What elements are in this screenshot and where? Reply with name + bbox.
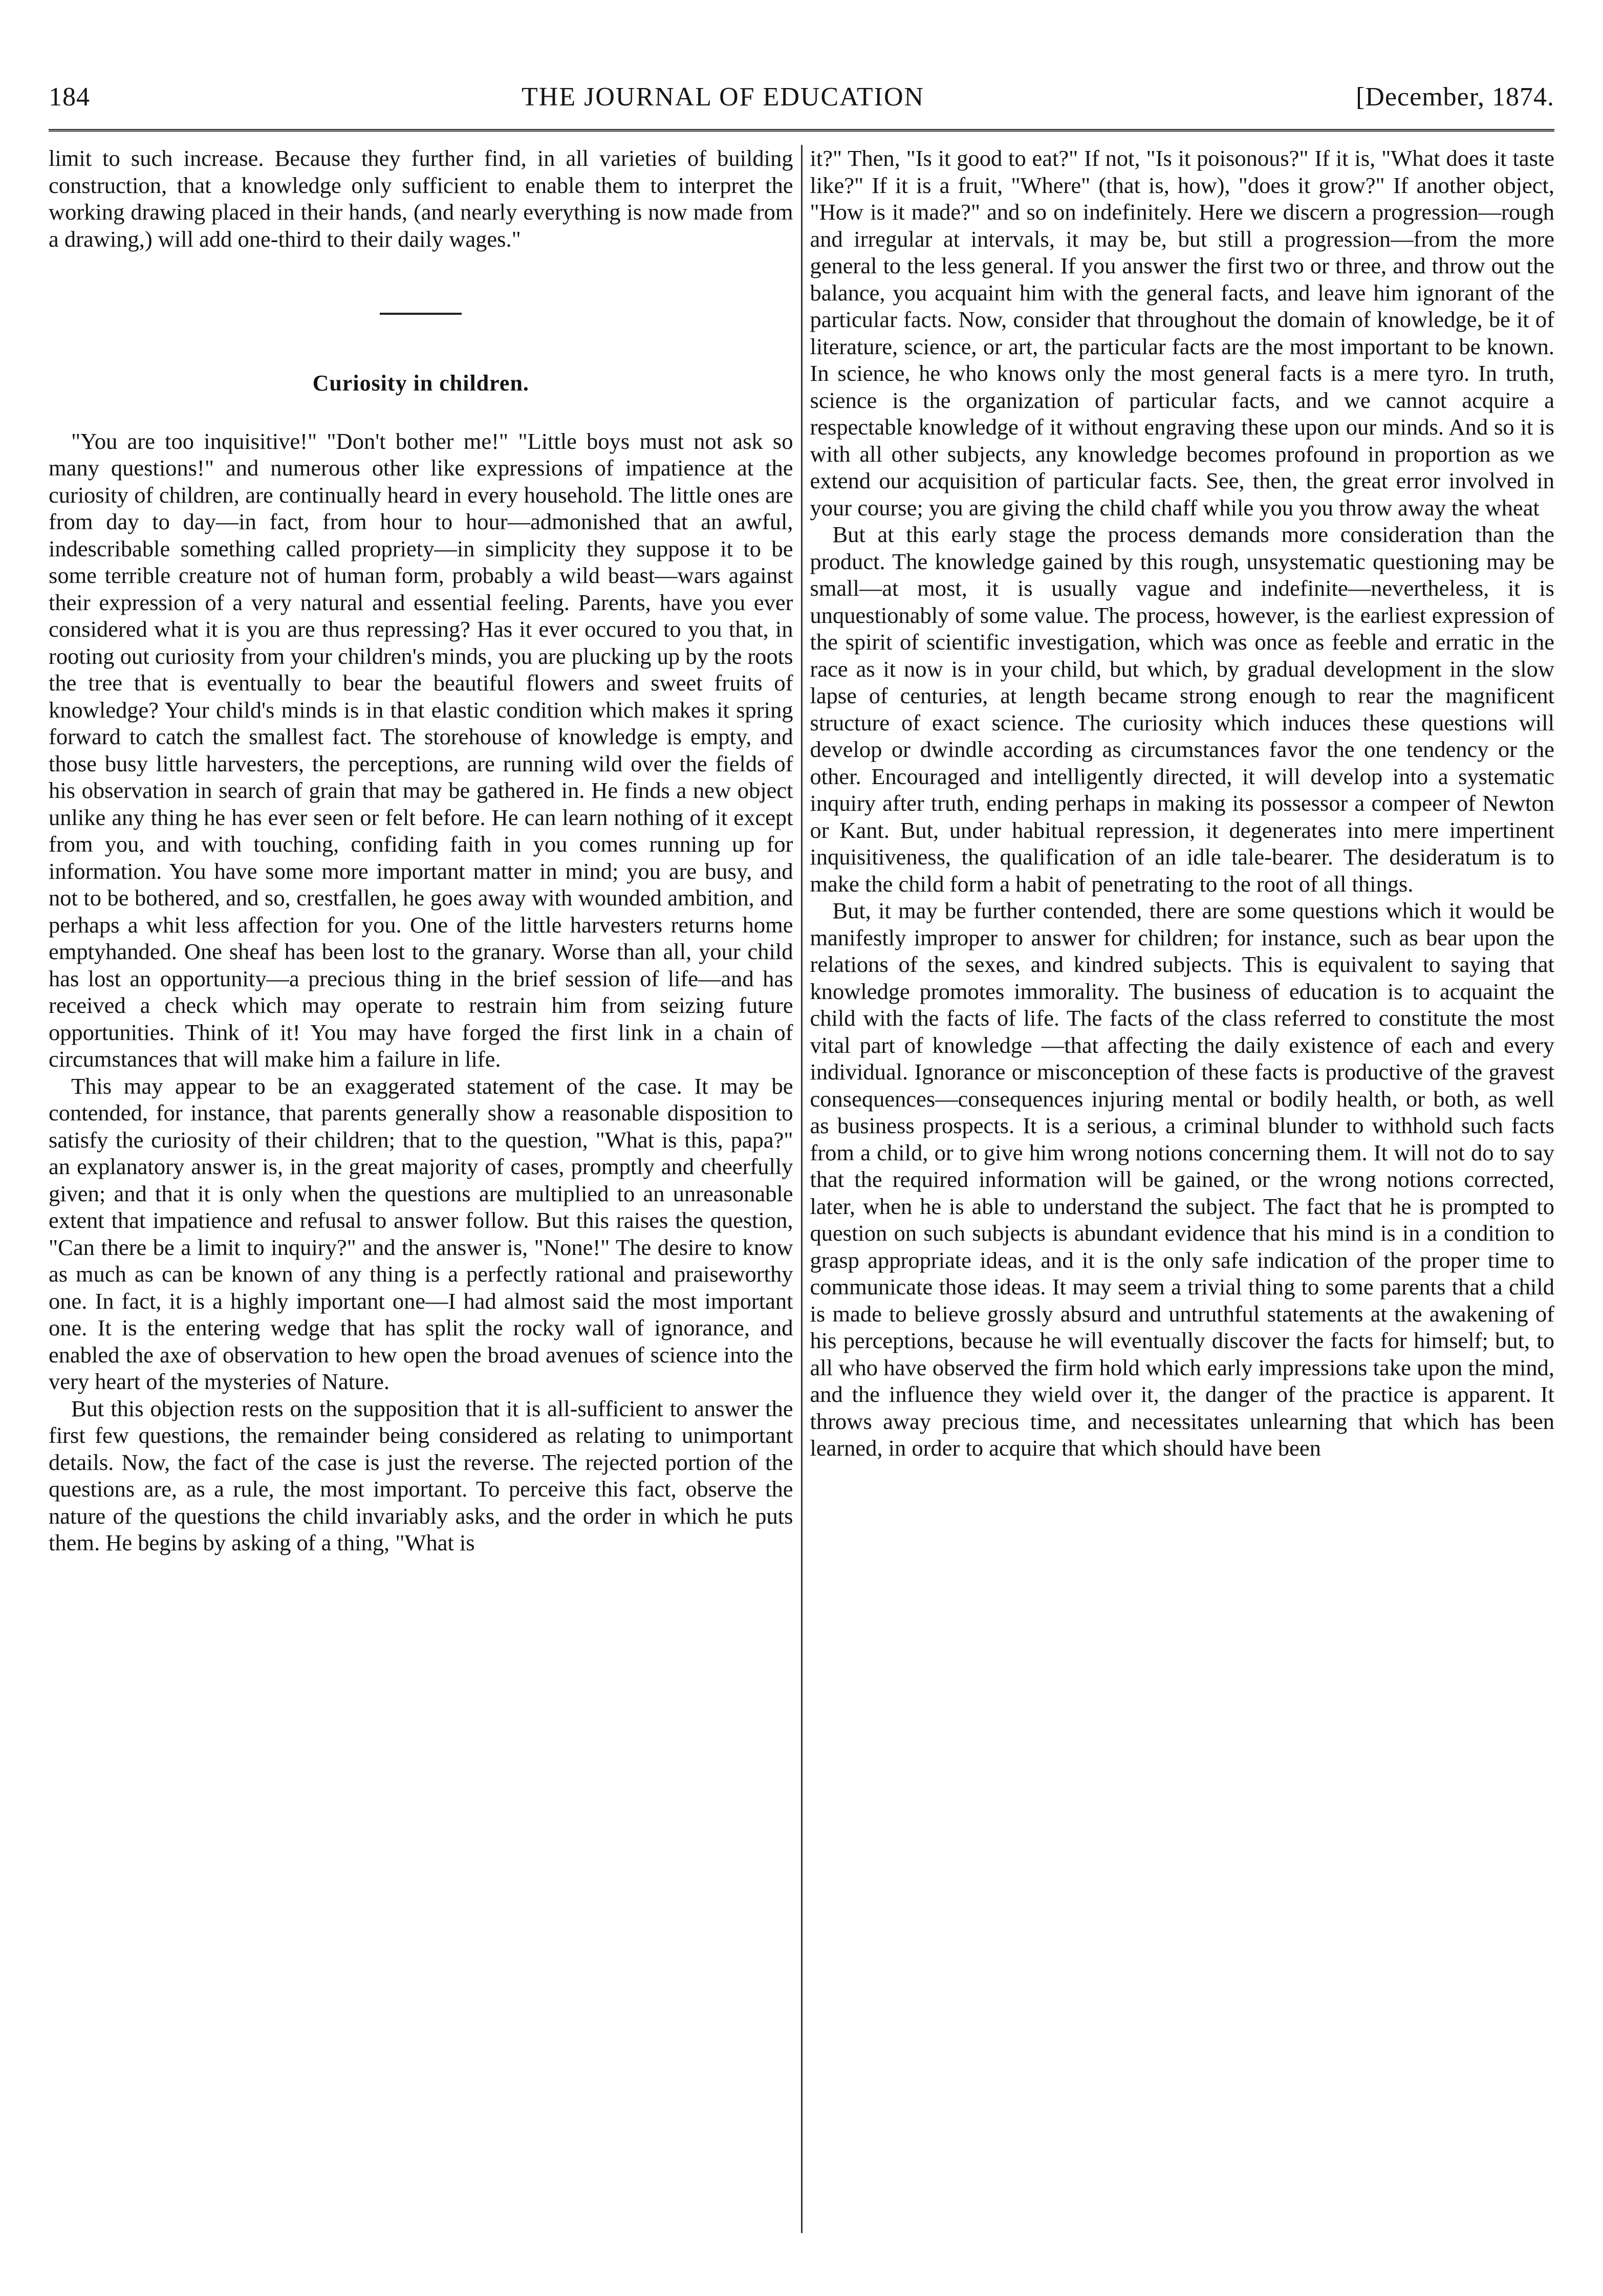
article-paragraph: But, it may be further contended, there are some questions which it would be manifestly improper to answer for children; for instance, such as bear upon the relations of the sexes, and kindred subjects. This is equivalent to saying that knowledge promotes immorality. The business of education is to acquaint the child with the facts of life. The facts of the class referred to constitute the most vital part of knowledge —that affecting the daily existence of each and every individual. Ignorance or misconception of these facts is productive of the gravest consequences—consequences injuring mental or bodily health, or both, as well as business prospects. It is a serious, a criminal blunder to withhold such facts from a child, or to give him wrong notions concerning them. It will not do to say that the required information will be gained, or the wrong notions corrected, later, when he is able to understand the subject. The fact that he is prompted to question on such subjects is abundant evidence that his mind is in a condition to grasp appropriate ideas, and it is the only safe indication of the proper time to communicate those ideas. It may seem a trivial thing to some parents that a child is made to believe grossly absurd and untruthful statements at the awakening of his perceptions, because he will eventually discover the facts for himself; but, to all who have observed the firm hold which early impressions take upon the mind, and the influence they wield over it, the danger of the practice is apparent. It throws away precious time, and necessitates unlearning that which has been learned, in order to acquire that which should have been <box>810 898 1554 1461</box>
article-paragraph: But this objection rests on the supposition that it is all-sufficient to answer the first few questions, the remainder being considered as relating to unimportant details. Now, the fact of the case is just the reverse. The rejected portion of the questions are, as a rule, the most important. To perceive this fact, observe the nature of the questions the child invariably asks, and the order in which he puts them. He begins by asking of a thing, "What is <box>49 1395 793 1555</box>
continued-paragraph: limit to such increase. Because they further find, in all varieties of building construction, that a knowledge only sufficient to enable them to interpret the working drawing placed in their hands, (and nearly everything is now made from a drawing,) will add one-third to their daily wages." <box>49 145 793 252</box>
journal-title: THE JOURNAL OF EDUCATION <box>522 82 925 112</box>
article-paragraph: "You are too inquisitive!" "Don't bother me!" "Little boys must not ask so many questions!" and numerous other like expressions of impatience at the curiosity of children, are continually heard in every household. The little ones are from day to day—in fact, from hour to hour—admonished that an awful, indescribable something called propriety—in simplicity they suppose it to be some terrible creature not of human form, probably a wild beast—wars against their expression of a very natural and essential feeling. Parents, have you ever considered what it is you are thus repressing? Has it ever occured to you that, in rooting out curiosity from your children's minds, you are plucking up by the roots the tree that is eventually to bear the beautiful flowers and sweet fruits of knowledge? Your child's minds is in that elastic condition which makes it spring forward to catch the smallest fact. The storehouse of knowledge is empty, and those busy little harvesters, the perceptions, are running wild over the fields of his observation in search of grain that may be gathered in. He finds a new object unlike any thing he has ever seen or felt before. He can learn nothing of it except from you, and with touching, confiding faith in you comes running up for information. You have some more important matter in mind; you are busy, and not to be bothered, and so, crestfallen, he goes away with wounded ambition, and perhaps a whit less affection for you. One of the little harvesters returns home emptyhanded. One sheaf has been lost to the granary. Worse than all, your child has lost an opportunity—a precious thing in the brief session of life—and has received a check which may operate to restrain him from seizing future opportunities. Think of it! You may have forged the first link in a chain of circumstances that will make him a failure in life. <box>49 428 793 1072</box>
right-column <box>810 145 1555 2233</box>
article-paragraph: This may appear to be an exaggerated statement of the case. It may be contended, for instance, that parents generally show a reasonable disposition to satisfy the curiosity of their children; that to the question, "What is this, papa?" an explanatory answer is, in the great majority of cases, promptly and cheerfully given; and that it is only when the questions are multiplied to an unreasonable extent that impatience and refusal to answer follow. But this raises the question, "Can there be a limit to inquiry?" and the answer is, "None!" The desire to know as much as can be known of any thing is a perfectly rational and praiseworthy one. In fact, it is a highly important one—I had almost said the most important one. It is the entering wedge that has split the rocky wall of ignorance, and enabled the axe of observation to hew open the broad avenues of science into the very heart of the mysteries of Nature. <box>49 1073 793 1394</box>
issue-date: [December, 1874. <box>1356 82 1554 112</box>
left-column <box>49 145 793 2233</box>
article-title: Curiosity in children. <box>312 371 529 396</box>
article-paragraph: it?" Then, "Is it good to eat?" If not, "Is it poisonous?" If it is, "What does it taste like?" If it is a fruit, "Where" (that is, how), "does it grow?" If another object, "How is it made?" and so on indefinitely. Here we discern a progression—rough and irregular at intervals, it may be, but still a progression—from the more general to the less general. If you answer the first two or three, and throw out the balance, you acquaint him with the general facts, and leave him ignorant of the particular facts. Now, consider that throughout the domain of knowledge, be it of literature, science, or art, the particular facts are the most important to be known. In science, he who knows only the most general facts is a mere tyro. In truth, science is the organization of particular facts, and we cannot acquire a respectable knowledge of it without engraving these upon our minds. And so it is with all other subjects, any knowledge becomes profound in proportion as we extend our acquisition of particular facts. See, then, the great error involved in your course; you are giving the child chaff while you you throw away the wheat <box>810 145 1554 521</box>
article-paragraph: But at this early stage the process demands more consideration than the product. The knowledge gained by this rough, unsystematic questioning may be small—at most, it is usually vague and indefinite—nevertheless, it is unquestionably of some value. The process, however, is the earliest expression of the spirit of scientific investigation, which was once as feeble and erratic in the race as it now is in your child, but which, by gradual development in the slow lapse of centuries, at length became strong enough to rear the magnificent structure of exact science. The curiosity which induces these questions will develop or dwindle according as circumstances favor the one tendency or the other. Encouraged and intelligently directed, it will develop into a systematic inquiry after truth, ending perhaps in making its possessor a compeer of Newton or Kant. But, under habitual repression, it degenerates into mere impertinent inquisitiveness, the qualification of an idle tale-bearer. The desideratum is to make the child form a habit of penetrating to the root of all things. <box>810 522 1554 897</box>
page-number: 184 <box>49 82 90 112</box>
header-rule <box>49 129 1554 132</box>
two-column-body <box>49 145 1554 2233</box>
running-header <box>49 82 1554 118</box>
section-separator <box>380 313 462 315</box>
column-divider <box>801 145 803 2233</box>
